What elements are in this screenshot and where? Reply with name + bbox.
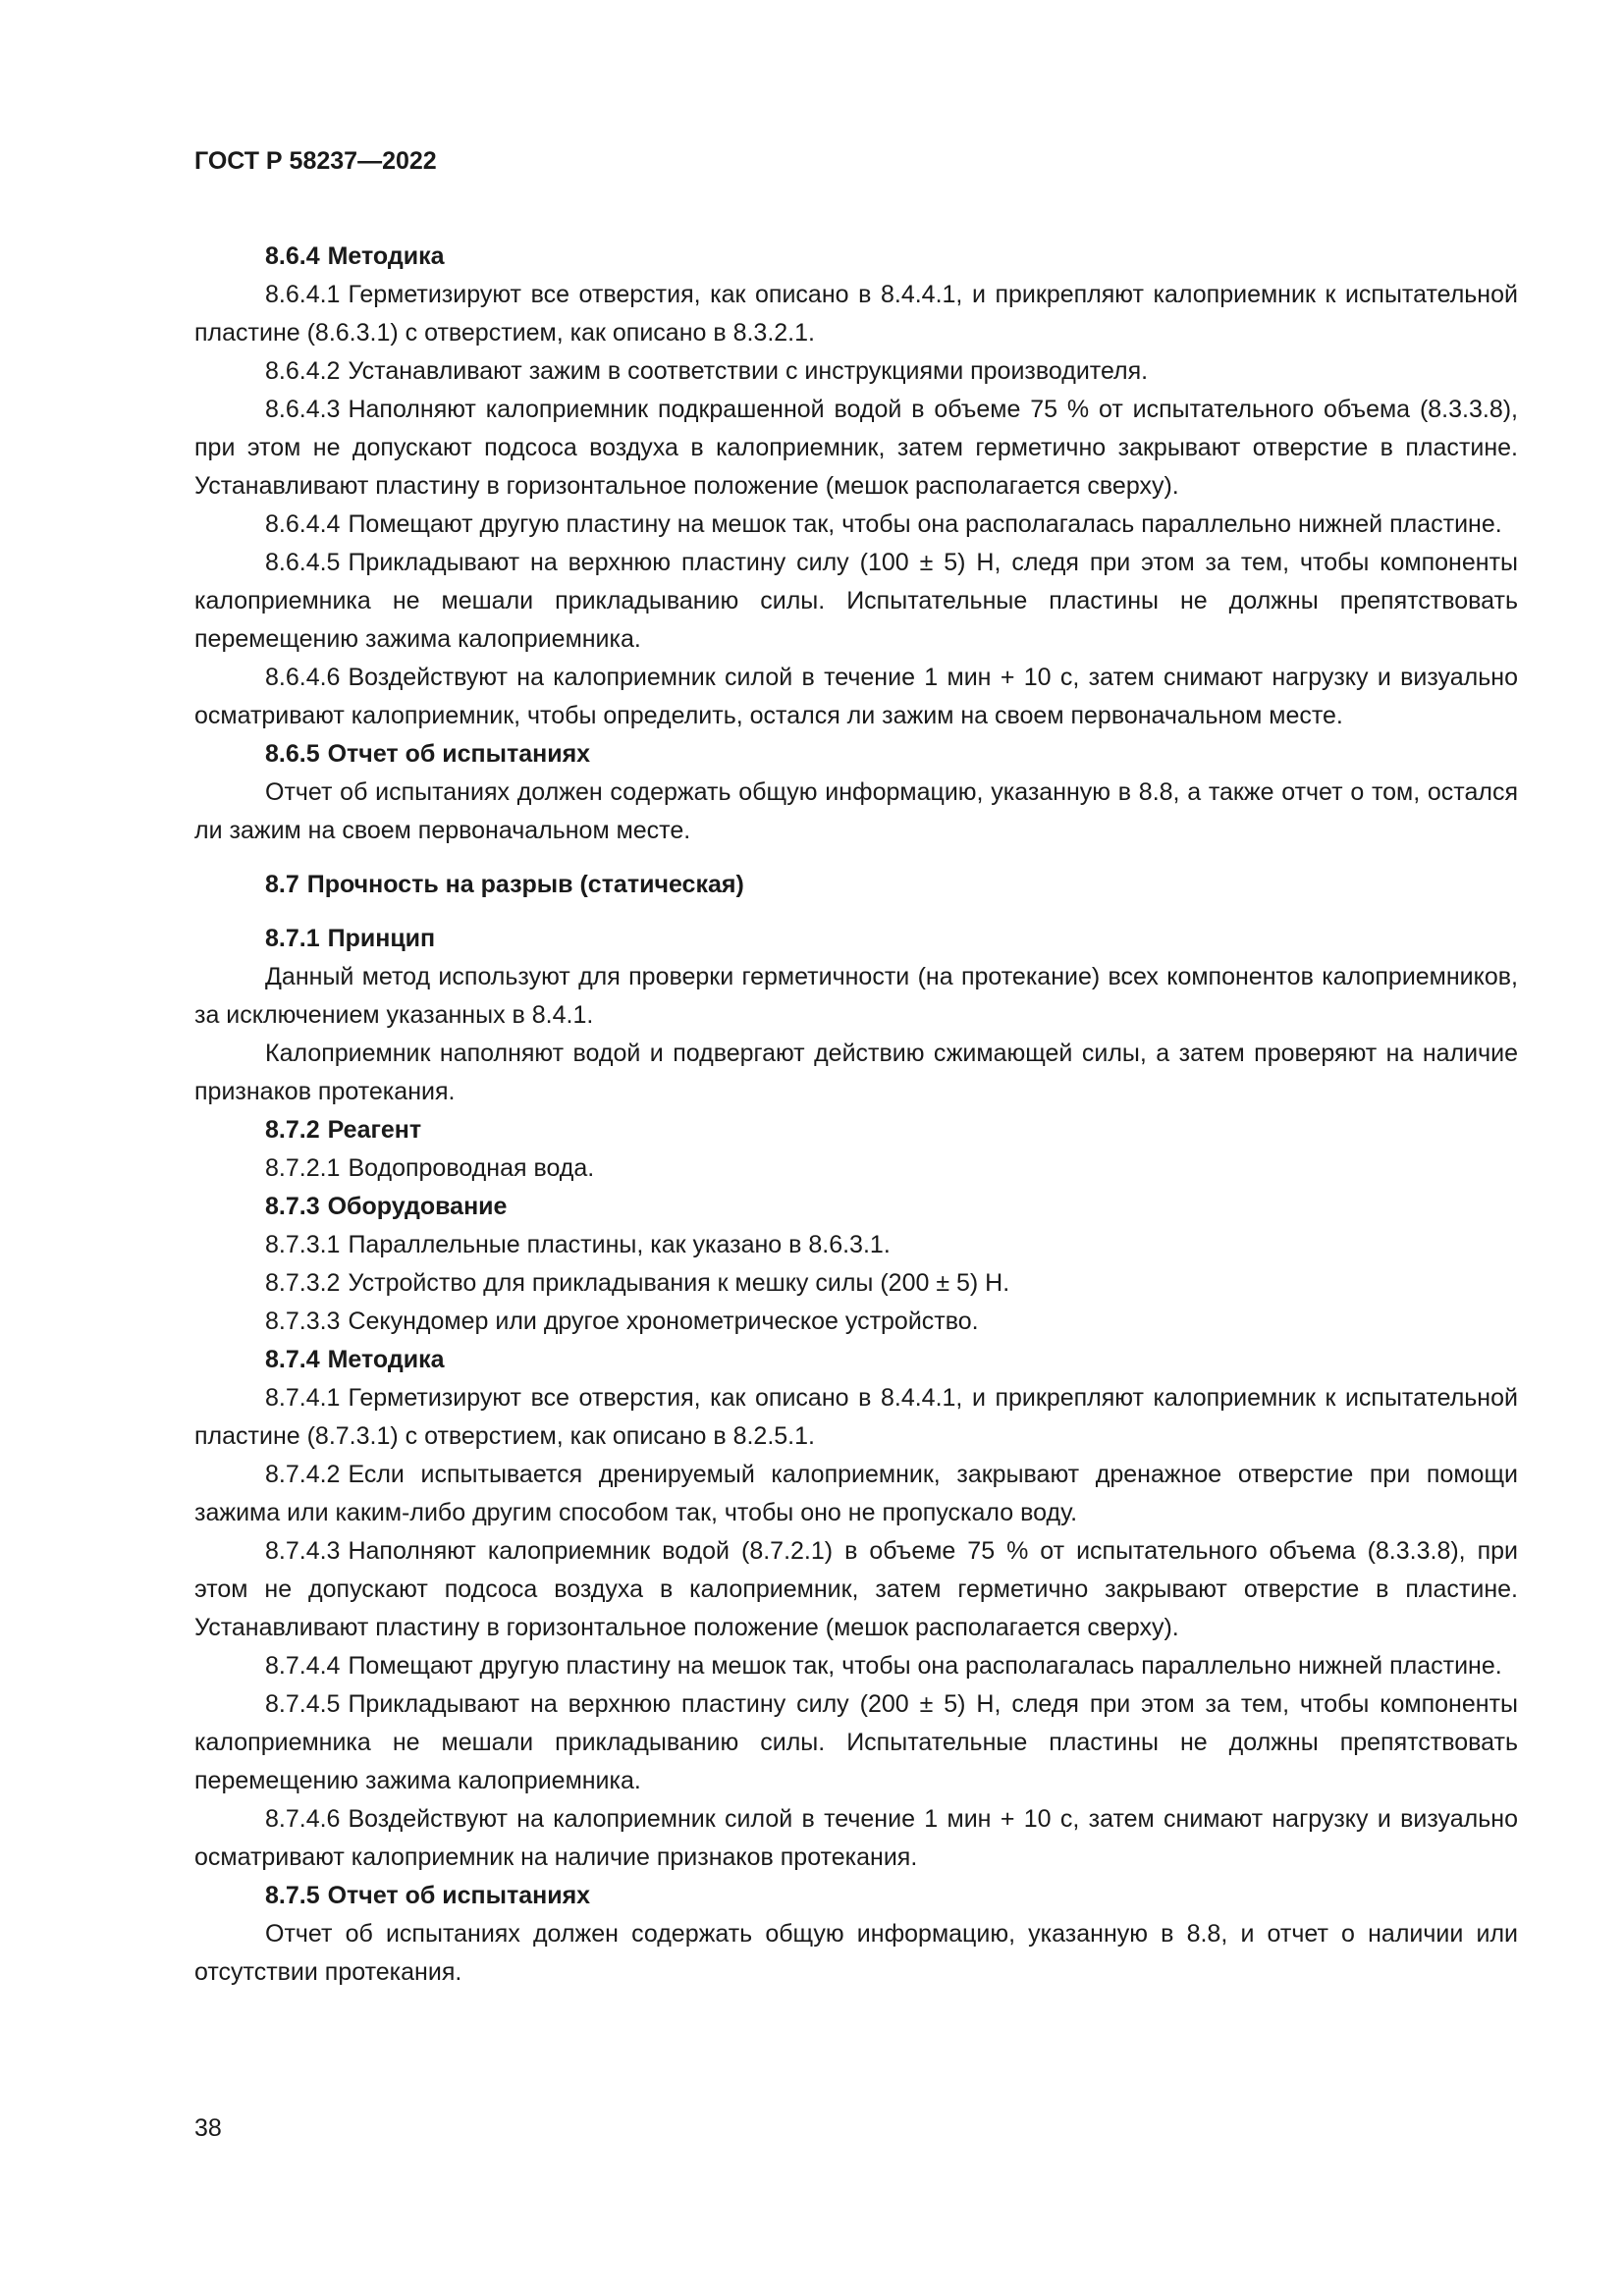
- clause-number: 8.7.1: [265, 925, 320, 952]
- clause-number: 8.6.4: [265, 242, 320, 270]
- clause-number: 8.7.2: [265, 1116, 320, 1144]
- paragraph: [194, 659, 1518, 735]
- paragraph-text: Воздействуют на калоприемник силой в течение 1 мин + 10 с, затем снимают нагрузку и визуально осматривают калоприемник, чтобы определить, остался ли зажим на своем первоначальном месте.: [194, 664, 1518, 729]
- section-heading: [194, 238, 1518, 276]
- clause-number: 8.7.3.1: [265, 1231, 341, 1258]
- clause-number: 8.7.5: [265, 1882, 320, 1909]
- clause-number: 8.6.4.6: [265, 664, 341, 691]
- heading-text: Оборудование: [327, 1193, 508, 1220]
- paragraph: [194, 352, 1518, 391]
- paragraph: [194, 1226, 1518, 1264]
- clause-number: 8.7: [265, 871, 299, 898]
- clause-number: 8.7.4.4: [265, 1652, 341, 1680]
- paragraph-text: Помещают другую пластину на мешок так, чтобы она располагалась параллельно нижней пластине.: [348, 510, 1502, 538]
- section-heading: [194, 920, 1518, 958]
- paragraph-text: Водопроводная вода.: [348, 1154, 595, 1182]
- paragraph-text: Отчет об испытаниях должен содержать общую информацию, указанную в 8.8, а также отчет о том, остался ли зажим на своем первоначальном месте.: [194, 778, 1518, 844]
- heading-text: Методика: [327, 1346, 445, 1373]
- clause-number: 8.7.4.3: [265, 1537, 341, 1565]
- clause-number: 8.7.4.6: [265, 1805, 341, 1833]
- paragraph: [194, 1379, 1518, 1456]
- paragraph-text: Прикладывают на верхнюю пластину силу (200 ± 5) Н, следя при этом за тем, чтобы компоненты калоприемника не мешали прикладыванию силы. Испытательные пластины не должны препятствовать перемещению зажима калоприемника.: [194, 1690, 1518, 1794]
- paragraph: [194, 774, 1518, 850]
- paragraph-text: Отчет об испытаниях должен содержать общую информацию, указанную в 8.8, и отчет о наличии или отсутствии протекания.: [194, 1920, 1518, 1986]
- clause-number: 8.6.4.4: [265, 510, 341, 538]
- clause-number: 8.7.3.3: [265, 1308, 341, 1335]
- paragraph-text: Если испытывается дренируемый калоприемник, закрывают дренажное отверстие при помощи зажима или каким-либо другим способом так, чтобы оно не пропускало воду.: [194, 1461, 1518, 1526]
- clause-number: 8.6.4.1: [265, 281, 341, 308]
- paragraph-text: Герметизируют все отверстия, как описано в 8.4.4.1, и прикрепляют калоприемник к испытательной пластине (8.6.3.1) с отверстием, как описано в 8.3.2.1.: [194, 281, 1518, 347]
- heading-text: Принцип: [327, 925, 436, 952]
- clause-number: 8.6.4.3: [265, 396, 341, 423]
- section-heading: [194, 866, 1518, 904]
- section-heading: [194, 1877, 1518, 1915]
- clause-number: 8.7.4: [265, 1346, 320, 1373]
- clause-number: 8.7.2.1: [265, 1154, 341, 1182]
- paragraph-text: Данный метод используют для проверки герметичности (на протекание) всех компонентов калоприемников, за исключением указанных в 8.4.1.: [194, 963, 1518, 1029]
- paragraph: [194, 544, 1518, 659]
- clause-number: 8.6.5: [265, 740, 320, 768]
- clause-number: 8.7.3: [265, 1193, 320, 1220]
- paragraph: [194, 1149, 1518, 1188]
- heading-text: Прочность на разрыв (статическая): [306, 871, 744, 898]
- paragraph: [194, 1456, 1518, 1532]
- paragraph: [194, 1035, 1518, 1111]
- section-heading: [194, 1111, 1518, 1149]
- section-heading: [194, 735, 1518, 774]
- paragraph-text: Устройство для прикладывания к мешку силы (200 ± 5) Н.: [348, 1269, 1010, 1297]
- paragraph-text: Калоприемник наполняют водой и подвергают действию сжимающей силы, а затем проверяют на наличие признаков протекания.: [194, 1040, 1518, 1105]
- paragraph-text: Прикладывают на верхнюю пластину силу (100 ± 5) Н, следя при этом за тем, чтобы компоненты калоприемника не мешали прикладыванию силы. Испытательные пластины не должны препятствовать перемещению зажима калоприемника.: [194, 549, 1518, 653]
- paragraph-text: Воздействуют на калоприемник силой в течение 1 мин + 10 с, затем снимают нагрузку и визуально осматривают калоприемник на наличие признаков протекания.: [194, 1805, 1518, 1871]
- heading-text: Отчет об испытаниях: [327, 740, 591, 768]
- clause-number: 8.7.4.2: [265, 1461, 341, 1488]
- paragraph: [194, 1915, 1518, 1992]
- section-heading: [194, 1341, 1518, 1379]
- paragraph: [194, 1647, 1518, 1685]
- heading-text: Отчет об испытаниях: [327, 1882, 591, 1909]
- clause-number: 8.7.4.5: [265, 1690, 341, 1718]
- clause-number: 8.7.3.2: [265, 1269, 341, 1297]
- paragraph-text: Секундомер или другое хронометрическое устройство.: [348, 1308, 979, 1335]
- paragraph: [194, 958, 1518, 1035]
- heading-text: Методика: [327, 242, 445, 270]
- paragraph: [194, 1303, 1518, 1341]
- paragraph-text: Параллельные пластины, как указано в 8.6.3.1.: [348, 1231, 891, 1258]
- clause-number: 8.6.4.2: [265, 357, 341, 385]
- paragraph-text: Помещают другую пластину на мешок так, чтобы она располагалась параллельно нижней пластине.: [348, 1652, 1502, 1680]
- paragraph: [194, 276, 1518, 352]
- paragraph: [194, 1800, 1518, 1877]
- paragraph: [194, 1264, 1518, 1303]
- paragraph-text: Наполняют калоприемник подкрашенной водой в объеме 75 % от испытательного объема (8.3.3.8), при этом не допускают подсоса воздуха в калоприемник, затем герметично закрывают отверстие в пластине. Устанавливают пластину в горизонтальное положение (мешок располагается сверху).: [194, 396, 1518, 500]
- clause-number: 8.7.4.1: [265, 1384, 341, 1412]
- clause-number: 8.6.4.5: [265, 549, 341, 576]
- document-page: [194, 143, 1518, 1992]
- paragraph: [194, 506, 1518, 544]
- paragraph: [194, 1685, 1518, 1800]
- document-header: ГОСТ Р 58237—2022: [194, 147, 437, 175]
- paragraph-text: Наполняют калоприемник водой (8.7.2.1) в объеме 75 % от испытательного объема (8.3.3.8), при этом не допускают подсоса воздуха в калоприемник, затем герметично закрывают отверстие в пластине. Устанавливают пластину в горизонтальное положение (мешок располагается сверху).: [194, 1537, 1518, 1641]
- document-content: [194, 238, 1518, 1992]
- heading-text: Реагент: [327, 1116, 422, 1144]
- paragraph: [194, 391, 1518, 506]
- section-heading: [194, 1188, 1518, 1226]
- paragraph: [194, 1532, 1518, 1647]
- paragraph-text: Устанавливают зажим в соответствии с инструкциями производителя.: [348, 357, 1149, 385]
- page-number: 38: [194, 2114, 222, 2142]
- paragraph-text: Герметизируют все отверстия, как описано в 8.4.4.1, и прикрепляют калоприемник к испытательной пластине (8.7.3.1) с отверстием, как описано в 8.2.5.1.: [194, 1384, 1518, 1450]
